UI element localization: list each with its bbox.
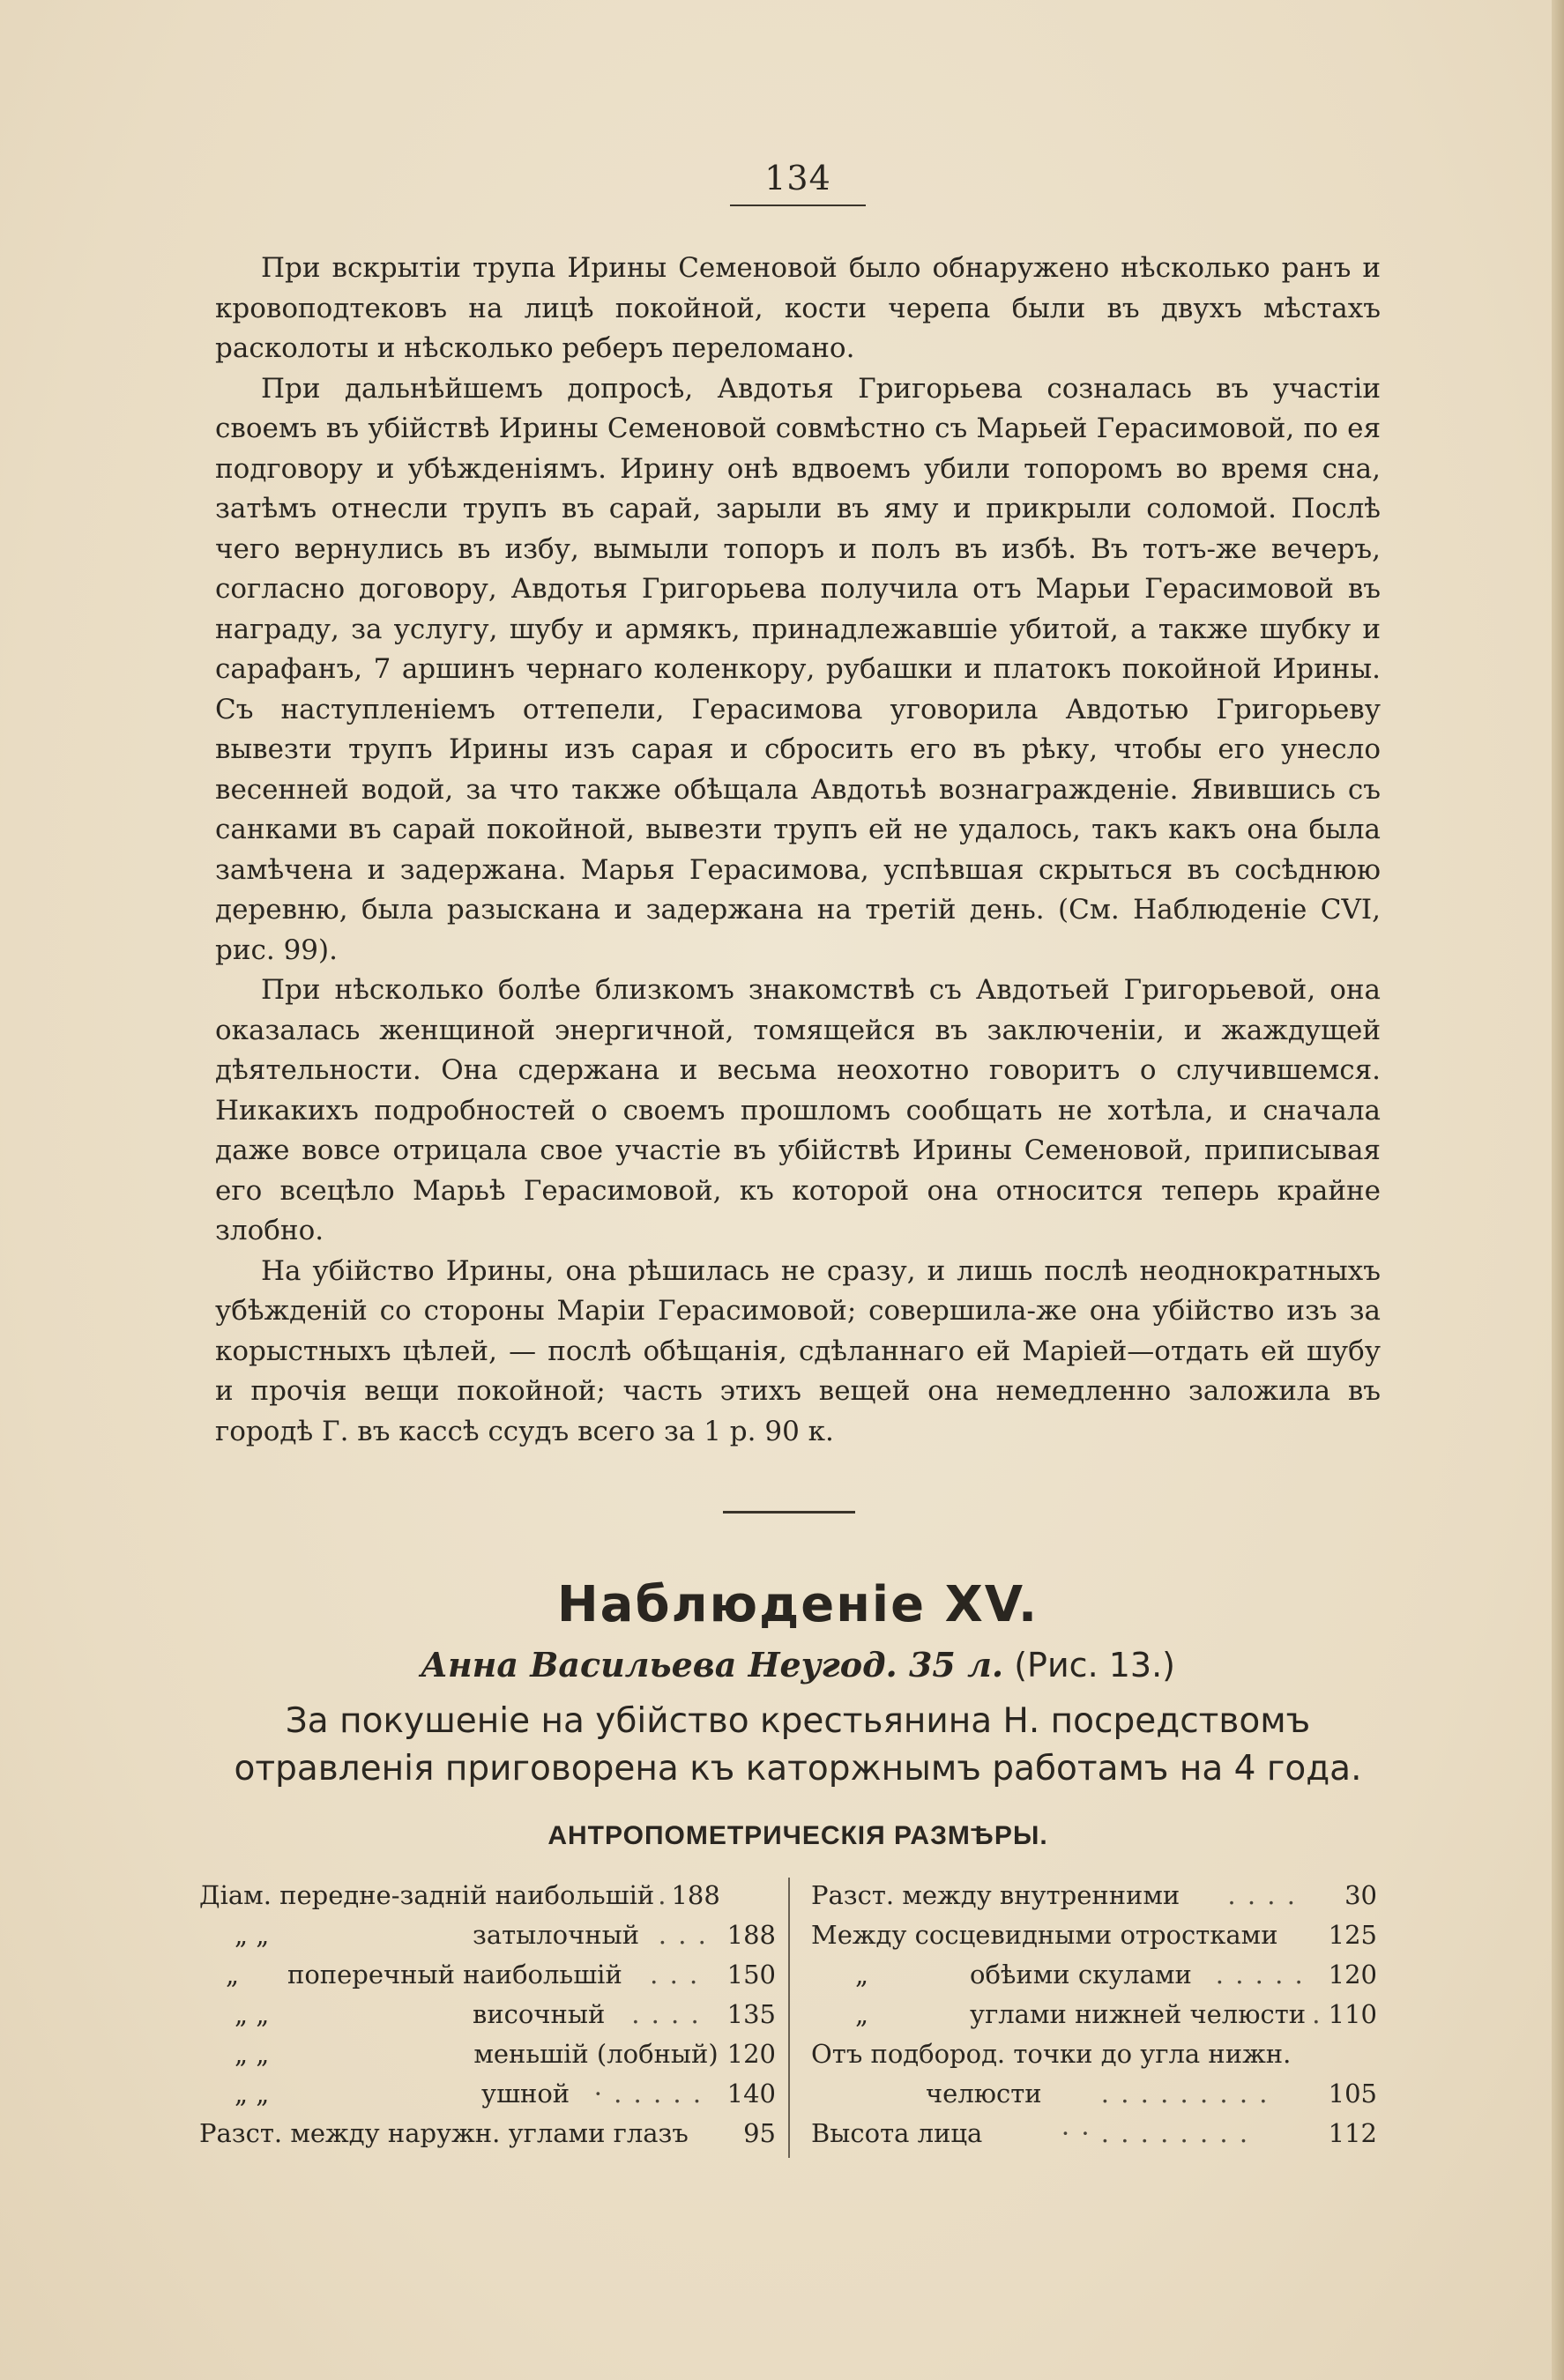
measurement-row [811,2034,1377,2074]
page-number: 134 [764,159,831,197]
measurement-value: 95 [743,2118,776,2148]
leader-dots: · · . . . . . . . . [1061,2118,1250,2148]
measurement-value: 30 [1344,1880,1377,1910]
measurement-value: 188 [671,1880,720,1910]
paragraph-motive: На убійство Ирины, она рѣшилась не сразу, и лишь послѣ неоднократныхъ убѣжденій со стороны Маріи Герасимовой; совершила-же она убійство изъ за корыстныхъ цѣлей, — послѣ обѣщанія, сдѣланнаго ей Маріей—отдать ей шубу и прочія вещи покойной; часть этихъ вещей она немедленно заложила въ городѣ Г. въ кассѣ ссудъ всего за 1 р. 90 к. [215,1254,1381,1447]
measurement-value: 105 [1328,2079,1377,2109]
ditto-marks: „ [855,1960,869,1990]
measurement-row [199,2074,776,2114]
measurement-label: углами нижней челюсти [970,1999,1307,2029]
measurement-row [811,1915,1377,1955]
measurement-value: 112 [1328,2118,1377,2148]
measurement-value: 120 [726,2039,776,2069]
leader-dots: . [1312,1999,1322,2029]
measurement-row [199,1955,776,1995]
subject-name: Анна Васильева Неугод. 35 л. [421,1645,1004,1685]
measurement-row [811,2074,1377,2114]
measurement-label: Разст. между внутренними [811,1880,1180,1910]
measurement-label: Между сосцевидными отростками [811,1920,1278,1950]
measurement-label: обѣими скулами [970,1960,1192,1990]
leader-dots: . . . . [1227,1880,1297,1910]
measurement-label: Разст. между наружн. углами глазъ [199,2118,689,2148]
measurement-label: затылочный [473,1920,640,1950]
measurement-value: 188 [726,1920,776,1950]
measurement-label: Отъ подбород. точки до угла нижн. [811,2039,1292,2069]
page-edge [1552,0,1564,2380]
leader-dots: . . . [658,1920,708,1950]
measurement-label: височный [473,1999,606,2029]
measurement-label: Высота лица [811,2118,983,2148]
measurement-label: Діам. передне-задній наибольшій [199,1880,655,1910]
measurement-label: поперечный наибольшій [287,1960,622,1990]
ditto-marks: „ „ [235,1999,270,2029]
measurement-value: 110 [1328,1999,1377,2029]
sentence-text: За покушеніе на убійство крестьянина Н. посредствомъ отравленія приговорена къ каторжнымъ работамъ на 4 года. [234,1701,1362,1789]
measurement-row [811,1955,1377,1995]
ditto-marks: „ [855,1999,869,2029]
measurement-row [811,1876,1377,1915]
measurement-value: 125 [1328,1920,1377,1950]
measurement-row [199,1876,776,1915]
measurement-label: челюсти [926,2079,1042,2109]
observation-subject [215,1645,1381,1685]
measurements-right-column [811,1876,1377,2153]
measurement-row [199,1995,776,2034]
measurements-title: АНТРОПОМЕТРИЧЕСКІЯ РАЗМѢРЫ. [547,1821,1048,1850]
leader-dots: . [658,1880,668,1910]
measurement-row [811,2114,1377,2153]
ditto-marks: „ „ [235,2039,270,2069]
paragraph-autopsy: При вскрытіи трупа Ирины Семеновой было обнаружено нѣсколько ранъ и кровоподтековъ на лицѣ покойной, кости черепа были въ двухъ мѣстахъ расколоты и нѣсколько реберъ переломано. [215,252,1381,364]
measurement-row [199,2034,776,2074]
page-number-rule [730,205,866,206]
section-divider [723,1511,855,1514]
leader-dots: . . . . [631,1999,701,2029]
leader-dots: . . . [650,1960,700,1990]
ditto-marks: „ „ [235,1920,270,1950]
figure-reference: (Рис. 13.) [1014,1646,1175,1685]
measurement-label: меньшій (лобный) [473,2039,719,2069]
measurement-label: ушной [481,2079,570,2109]
case-narrative [215,249,1381,1452]
measurement-value: 150 [726,1960,776,1990]
measurements-left-column [199,1876,776,2153]
column-divider [788,1878,790,2158]
leader-dots: . . . . . [1215,1960,1305,1990]
observation-heading: Наблюденіе XV. [556,1576,1039,1633]
ditto-marks: „ [226,1960,240,1990]
measurement-row [199,2114,776,2153]
measurement-row [811,1995,1377,2034]
leader-dots: · . . . . . [593,2079,704,2109]
ditto-marks: „ „ [235,2079,270,2109]
measurement-row [199,1915,776,1955]
measurement-value: 135 [726,1999,776,2029]
leader-dots: . . . . . . . . . [1100,2079,1270,2109]
paragraph-confession: При дальнѣйшемъ допросѣ, Авдотья Григорьева созналась въ участіи своемъ въ убійствѣ Ирины Семеновой совмѣстно съ Марьей Герасимовой, по ея подговору и убѣжденіямъ. Ирину онѣ вдвоемъ убили топоромъ во время сна, затѣмъ отнесли трупъ въ сарай, зарыли въ яму и прикрыли соломой. Послѣ чего вернулись въ избу, вымыли топоръ и полъ въ избѣ. Въ тотъ-же вечеръ, согласно договору, Авдотья Григорьева получила отъ Марьи Герасимовой въ награду, за услугу, шубу и армякъ, принадлежавшіе убитой, а также шубку и сарафанъ, 7 аршинъ чернаго коленкору, рубашки и платокъ покойной Ирины. Съ наступленіемъ оттепели, Герасимова уговорила Авдотью Григорьеву вывезти трупъ Ирины изъ сарая и сбросить его въ рѣку, чтобы его унесло весенней водой, за что также обѣщала Авдотьѣ вознагражденіе. Явившись съ санками въ сарай покойной, вывезти трупъ ей не удалось, такъ какъ она была замѣчена и задержана. Марья Герасимова, успѣвшая скрыться въ сосѣднюю деревню, была разыскана и задержана на третій день. (См. Наблюденіе CVI, рис. 99). [215,372,1381,966]
measurement-value: 140 [726,2079,776,2109]
paragraph-character: При нѣсколько болѣе близкомъ знакомствѣ съ Авдотьей Григорьевой, она оказалась женщиной энергичной, томящейся въ заключеніи, и жаждущей дѣятельности. Она сдержана и весьма неохотно говоритъ о случившемся. Никакихъ подробностей о своемъ прошломъ сообщать не хотѣла, и сначала даже вовсе отрицала свое участіе въ убійствѣ Ирины Семеновой, приписывая его всецѣло Марьѣ Герасимовой, къ которой она относится теперь крайне злобно. [215,974,1381,1246]
measurement-value: 120 [1328,1960,1377,1990]
